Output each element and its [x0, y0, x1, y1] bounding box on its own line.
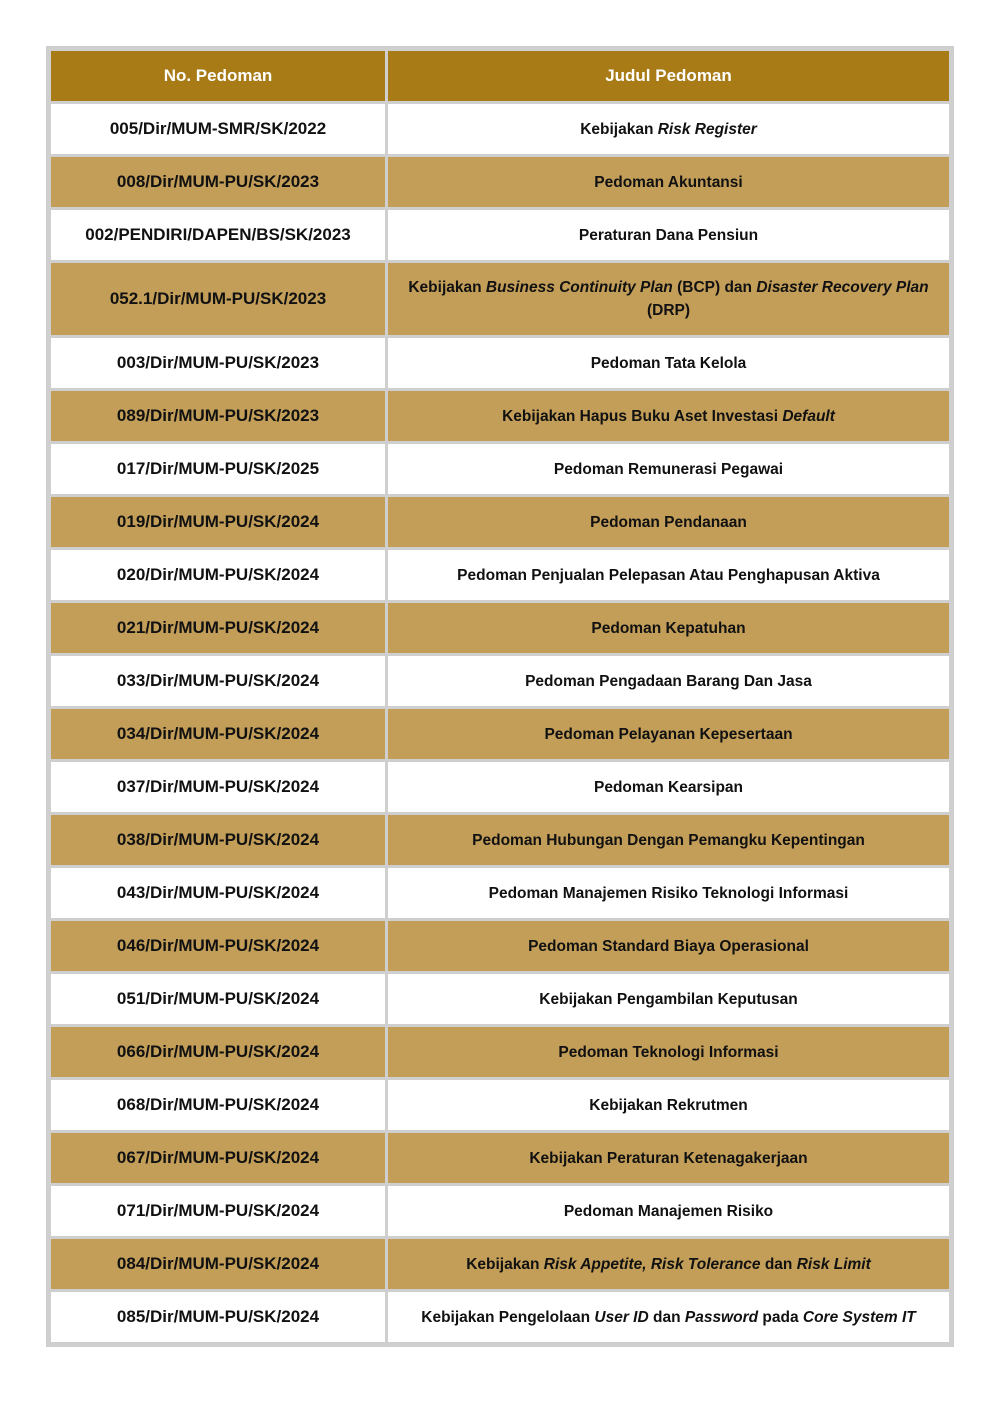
table-row	[51, 338, 949, 388]
title-italic-segment: Password	[684, 1308, 759, 1326]
cell-judul-pedoman	[388, 1027, 949, 1077]
title-segment: Pedoman Standard Biaya Operasional	[528, 937, 809, 955]
table-row	[51, 1186, 949, 1236]
table-row	[51, 709, 949, 759]
table-row	[51, 1239, 949, 1289]
table-row	[51, 210, 949, 260]
cell-no-pedoman: 037/Dir/MUM-PU/SK/2024	[51, 762, 385, 812]
cell-judul-pedoman	[388, 210, 949, 260]
header-judul-pedoman: Judul Pedoman	[388, 51, 949, 101]
cell-judul-pedoman	[388, 603, 949, 653]
title-segment: Pedoman Teknologi Informasi	[558, 1043, 779, 1061]
cell-no-pedoman: 003/Dir/MUM-PU/SK/2023	[51, 338, 385, 388]
title-segment: Kebijakan	[408, 279, 486, 296]
title-segment: Pedoman Akuntansi	[594, 173, 743, 191]
cell-judul-pedoman	[388, 391, 949, 441]
cell-judul-pedoman	[388, 1292, 949, 1342]
guideline-table-frame	[46, 46, 954, 1347]
table-header-row	[51, 51, 949, 101]
cell-judul-pedoman	[388, 104, 949, 154]
title-segment: (BCP) dan	[672, 279, 757, 296]
title-italic-segment: Risk Register	[657, 120, 757, 138]
cell-judul-pedoman	[388, 338, 949, 388]
table-row	[51, 921, 949, 971]
cell-judul-pedoman	[388, 656, 949, 706]
table-row	[51, 263, 949, 335]
cell-no-pedoman: 052.1/Dir/MUM-PU/SK/2023	[51, 263, 385, 335]
title-segment: Pedoman Kepatuhan	[591, 619, 746, 637]
cell-no-pedoman: 038/Dir/MUM-PU/SK/2024	[51, 815, 385, 865]
table-row	[51, 762, 949, 812]
guideline-table	[48, 48, 952, 1345]
title-segment: (DRP)	[646, 302, 691, 319]
table-row	[51, 815, 949, 865]
cell-no-pedoman: 017/Dir/MUM-PU/SK/2025	[51, 444, 385, 494]
table-row	[51, 1133, 949, 1183]
title-segment: Kebijakan Pengelolaan	[421, 1308, 595, 1326]
cell-no-pedoman: 089/Dir/MUM-PU/SK/2023	[51, 391, 385, 441]
cell-no-pedoman: 051/Dir/MUM-PU/SK/2024	[51, 974, 385, 1024]
title-segment: Peraturan Dana Pensiun	[578, 226, 759, 244]
title-segment: pada	[758, 1308, 803, 1326]
title-segment: Pedoman Pendanaan	[590, 513, 747, 531]
table-row	[51, 603, 949, 653]
title-segment: dan	[760, 1255, 797, 1273]
cell-judul-pedoman	[388, 1239, 949, 1289]
title-segment: Pedoman Manajemen Risiko	[563, 1202, 774, 1220]
cell-judul-pedoman	[388, 157, 949, 207]
title-segment: Kebijakan Peraturan Ketenagakerjaan	[529, 1149, 808, 1167]
title-segment: Pedoman Pelayanan Kepesertaan	[544, 725, 793, 743]
cell-no-pedoman: 005/Dir/MUM-SMR/SK/2022	[51, 104, 385, 154]
cell-no-pedoman: 071/Dir/MUM-PU/SK/2024	[51, 1186, 385, 1236]
table-row	[51, 868, 949, 918]
title-italic-segment: Risk Appetite, Risk Tolerance	[543, 1255, 761, 1273]
title-segment: Pedoman Pengadaan Barang Dan Jasa	[525, 672, 812, 690]
cell-judul-pedoman	[388, 444, 949, 494]
cell-judul-pedoman	[388, 497, 949, 547]
table-row	[51, 157, 949, 207]
title-italic-segment: Business Continuity Plan	[485, 279, 673, 296]
cell-judul-pedoman	[388, 868, 949, 918]
cell-judul-pedoman	[388, 1133, 949, 1183]
title-segment: Pedoman Manajemen Risiko Teknologi Informasi	[488, 884, 849, 902]
title-italic-segment: User ID	[594, 1308, 649, 1326]
cell-judul-pedoman	[388, 762, 949, 812]
table-row	[51, 391, 949, 441]
cell-judul-pedoman	[388, 815, 949, 865]
cell-judul-pedoman	[388, 1186, 949, 1236]
cell-no-pedoman: 067/Dir/MUM-PU/SK/2024	[51, 1133, 385, 1183]
cell-no-pedoman: 034/Dir/MUM-PU/SK/2024	[51, 709, 385, 759]
cell-judul-pedoman	[388, 921, 949, 971]
title-segment: Kebijakan Pengambilan Keputusan	[539, 990, 798, 1008]
title-segment: Kebijakan	[580, 120, 658, 138]
cell-no-pedoman: 043/Dir/MUM-PU/SK/2024	[51, 868, 385, 918]
title-segment: Pedoman Tata Kelola	[590, 354, 747, 372]
table-row	[51, 1292, 949, 1342]
title-segment: Kebijakan Rekrutmen	[589, 1096, 748, 1114]
cell-judul-pedoman	[388, 709, 949, 759]
table-body	[51, 104, 949, 1342]
title-italic-segment: Core System IT	[802, 1308, 916, 1326]
title-segment: Kebijakan	[466, 1255, 544, 1273]
table-row	[51, 656, 949, 706]
title-segment: Pedoman Remunerasi Pegawai	[553, 460, 784, 478]
title-segment: Kebijakan Hapus Buku Aset Investasi	[502, 407, 783, 425]
table-row	[51, 550, 949, 600]
cell-no-pedoman: 019/Dir/MUM-PU/SK/2024	[51, 497, 385, 547]
cell-judul-pedoman	[388, 1080, 949, 1130]
title-segment: Pedoman Kearsipan	[593, 778, 744, 796]
cell-no-pedoman: 002/PENDIRI/DAPEN/BS/SK/2023	[51, 210, 385, 260]
title-italic-segment: Risk Limit	[796, 1255, 871, 1273]
cell-judul-pedoman	[388, 974, 949, 1024]
cell-no-pedoman: 033/Dir/MUM-PU/SK/2024	[51, 656, 385, 706]
cell-judul-pedoman	[388, 550, 949, 600]
table-row	[51, 1027, 949, 1077]
title-italic-segment: Default	[782, 407, 835, 425]
cell-no-pedoman: 046/Dir/MUM-PU/SK/2024	[51, 921, 385, 971]
cell-no-pedoman: 021/Dir/MUM-PU/SK/2024	[51, 603, 385, 653]
cell-no-pedoman: 068/Dir/MUM-PU/SK/2024	[51, 1080, 385, 1130]
cell-no-pedoman: 020/Dir/MUM-PU/SK/2024	[51, 550, 385, 600]
title-italic-segment: Disaster Recovery Plan	[756, 279, 929, 296]
cell-judul-pedoman	[388, 263, 949, 335]
table-row	[51, 444, 949, 494]
table-row	[51, 1080, 949, 1130]
cell-no-pedoman: 066/Dir/MUM-PU/SK/2024	[51, 1027, 385, 1077]
title-segment: dan	[648, 1308, 685, 1326]
cell-no-pedoman: 084/Dir/MUM-PU/SK/2024	[51, 1239, 385, 1289]
header-no-pedoman: No. Pedoman	[51, 51, 385, 101]
cell-no-pedoman: 008/Dir/MUM-PU/SK/2023	[51, 157, 385, 207]
table-row	[51, 497, 949, 547]
title-segment: Pedoman Penjualan Pelepasan Atau Penghapusan Aktiva	[457, 566, 880, 584]
table-row	[51, 104, 949, 154]
title-segment: Pedoman Hubungan Dengan Pemangku Kepentingan	[472, 831, 865, 849]
cell-no-pedoman: 085/Dir/MUM-PU/SK/2024	[51, 1292, 385, 1342]
table-row	[51, 974, 949, 1024]
